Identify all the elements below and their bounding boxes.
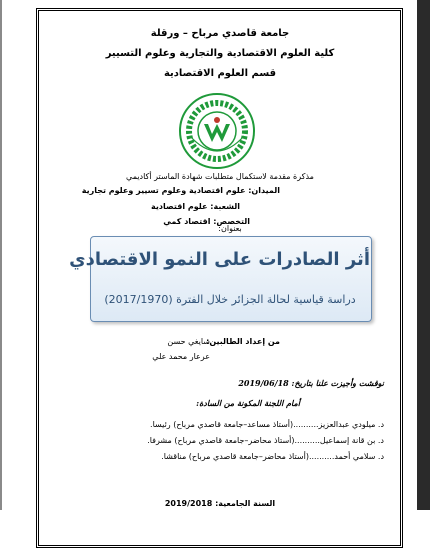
specialty-line: التخصص: اقتصاد كمي: [163, 217, 250, 226]
faculty-name: كلية العلوم الاقتصادية والتجارية وعلوم التسيير: [105, 48, 335, 59]
student-name-1: سايغي حسن: [167, 337, 210, 346]
titled-label: بعنوان:: [218, 224, 242, 233]
university-seal-icon: [178, 92, 256, 170]
students-label: من إعداد الطالبين:: [206, 337, 280, 346]
memo-intro: مذكرة مقدمة لاستكمال متطلبات شهادة الماستر أكاديمي: [126, 172, 314, 181]
viewer-scrollbar[interactable]: [417, 0, 430, 510]
department-name: قسم العلوم الاقتصادية: [163, 68, 277, 79]
thesis-main-title: أثر الصادرات على النمو الاقتصادي: [69, 249, 370, 270]
field-line: الميدان: علوم اقتصادية وعلوم تسيير وعلوم تجارية: [81, 186, 280, 195]
viewer-left-edge: [0, 0, 2, 510]
branch-line: الشعبة: علوم اقتصادية: [151, 202, 240, 211]
committee-intro: أمام اللجنة المكونة من السادة:: [196, 398, 300, 408]
committee-member-2: د. بن قانة إسماعيل..........(أستاذ محاضر–جامعة قاصدي مرباح) مشرفا.: [147, 436, 384, 445]
thesis-subtitle: دراسة قياسية لحالة الجزائر خلال الفترة (2017/1970): [104, 293, 356, 306]
defense-date: نوقشت وأجيزت علنا بتاريخ: 2019/06/18: [238, 378, 384, 388]
committee-member-1: د. ميلودي عبدالعزيز..........(أستاذ مساعد–جامعة قاصدي مرباح) رئيسا.: [150, 420, 384, 429]
student-name-2: عرعار محمد علي: [152, 352, 210, 361]
committee-member-3: د. سلامي أحمد..........(أستاذ محاضر–جامعة قاصدي مرباح) مناقشا.: [161, 452, 384, 461]
academic-year: السنة الجامعية: 2019/2018: [164, 499, 276, 508]
university-name: جامعة قاصدي مرباح – ورقلة: [150, 28, 290, 39]
